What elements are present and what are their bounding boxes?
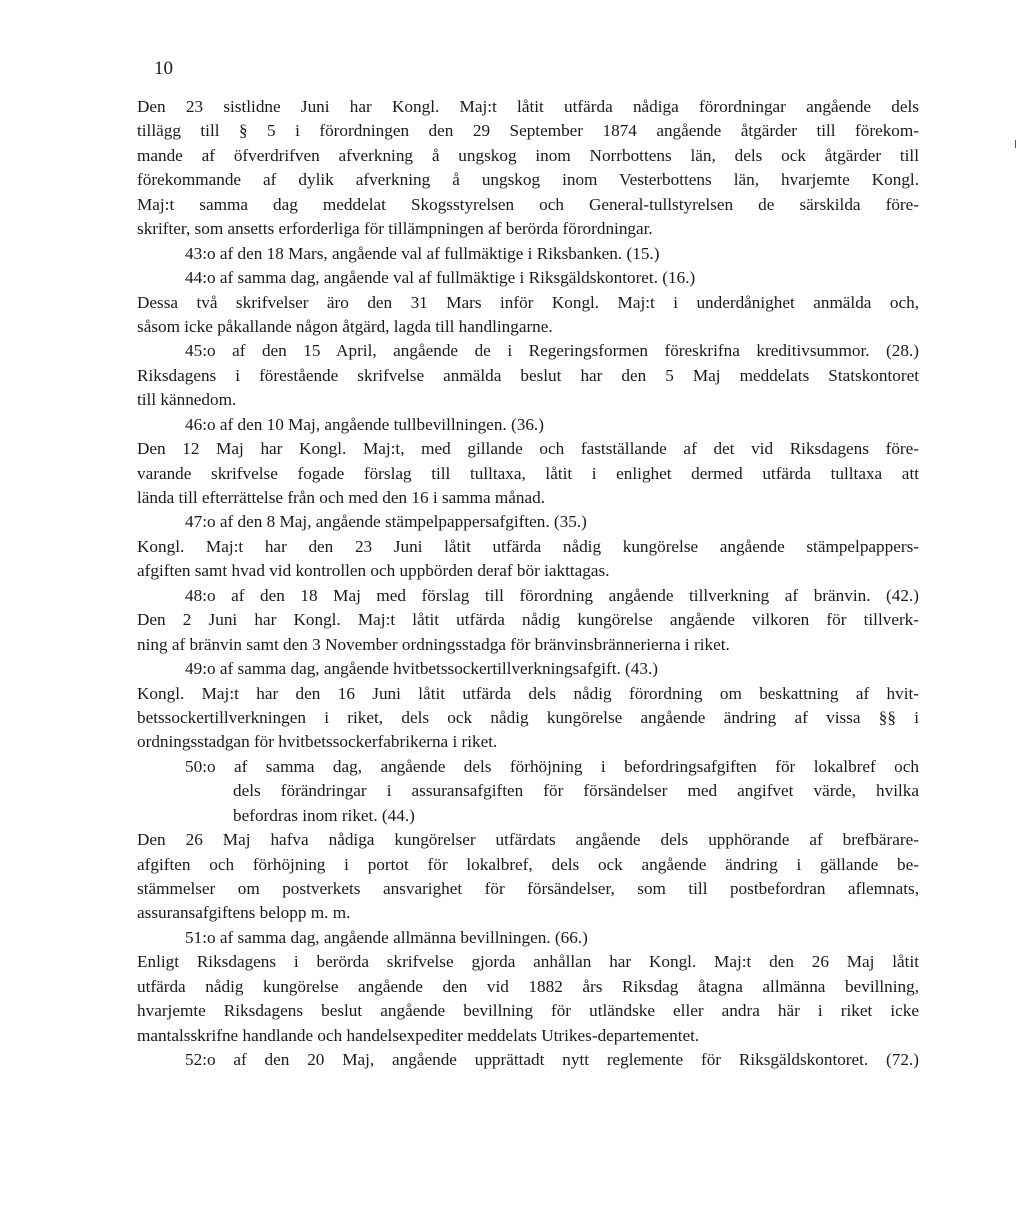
- text-line: 47:o af den 8 Maj, angående stämpelpappersafgiften. (35.): [185, 512, 587, 532]
- text-line: 49:o af samma dag, angående hvitbetssockertillverkningsafgift. (43.): [185, 659, 658, 679]
- text-line: assuransafgiftens belopp m. m.: [137, 903, 351, 923]
- text-line: 48:o af den 18 Maj med förslag till förordning angående tillverkning af bränvin. (42.): [185, 585, 919, 605]
- text-line: stämmelser om postverkets ansvarighet för försändelser, som till postbefordran aflemnats,: [137, 879, 919, 898]
- page-number: 10: [154, 58, 173, 79]
- text-line: 44:o af samma dag, angående val af fullmäktige i Riksgäldskontoret. (16.): [185, 268, 696, 288]
- text-line: Den 23 sistlidne Juni har Kongl. Maj:t låtit utfärda nådiga förordningar angående dels: [137, 97, 919, 116]
- text-line: betssockertillverkningen i riket, dels ock nådig kungörelse angående ändring af vissa §§ i: [137, 707, 919, 727]
- text-line: Enligt Riksdagens i berörda skrifvelse gjorda anhållan har Kongl. Maj:t den 26 Maj låtit: [137, 952, 919, 972]
- text-line: ordningsstadgan för hvitbetssockerfabrikerna i riket.: [137, 732, 498, 752]
- text-line: Den 2 Juni har Kongl. Maj:t låtit utfärda nådig kungörelse angående vilkoren för tillverk-: [137, 610, 919, 630]
- text-line: utfärda nådig kungörelse angående den vid 1882 års Riksdag åtagna allmänna bevillning,: [137, 976, 919, 996]
- text-line: mantalsskrifne handlande och handelsexpediter meddelats Utrikes-departementet.: [137, 1025, 700, 1045]
- text-line: lända till efterrättelse från och med den 16 i samma månad.: [137, 488, 546, 507]
- text-line: Kongl. Maj:t har den 16 Juni låtit utfärda dels nådig förordning om beskattning af hvit-: [137, 683, 919, 703]
- margin-mark: [1015, 140, 1016, 148]
- text-line: Riksdagens i förestående skrifvelse anmälda beslut har den 5 Maj meddelats Statskontoret: [137, 365, 919, 385]
- text-line: mande af öfverdrifven afverkning å ungskog inom Norrbottens län, dels ock åtgärder till: [137, 145, 919, 165]
- text-line: 52:o af den 20 Maj, angående upprättadt nytt reglemente för Riksgäldskontoret. (72.): [185, 1050, 919, 1070]
- text-line: afgiften och förhöjning i portot för lokalbref, dels ock angående ändring i gällande be-: [137, 854, 919, 874]
- text-line: 43:o af den 18 Mars, angående val af fullmäktige i Riksbanken. (15.): [185, 243, 660, 263]
- text-line: förekommande af dylik afverkning å ungskog inom Vesterbottens län, hvarjemte Kongl.: [137, 170, 919, 190]
- text-line: Maj:t samma dag meddelat Skogsstyrelsen och General-tullstyrelsen de särskilda före-: [137, 194, 919, 214]
- text-line: Den 12 Maj har Kongl. Maj:t, med gillande och fastställande af det vid Riksdagens före-: [137, 439, 919, 459]
- text-line: Kongl. Maj:t har den 23 Juni låtit utfärda nådig kungörelse angående stämpelpappers-: [137, 536, 919, 556]
- text-line: Den 26 Maj hafva nådiga kungörelser utfärdats angående dels upphörande af brefbärare-: [137, 830, 919, 850]
- text-line: ning af bränvin samt den 3 November ordningsstadga för bränvinsbrännerierna i riket.: [137, 634, 730, 654]
- text-line: såsom icke påkallande någon åtgärd, lagda till handlingarne.: [137, 316, 553, 336]
- text-line: 51:o af samma dag, angående allmänna bevillningen. (66.): [185, 927, 588, 947]
- text-line: 46:o af den 10 Maj, angående tullbevillningen. (36.): [185, 414, 544, 434]
- text-line: varande skrifvelse fogade förslag till tulltaxa, låtit i enlighet dermed utfärda tulltaxa att: [137, 463, 919, 483]
- text-line: Dessa två skrifvelser äro den 31 Mars inför Kongl. Maj:t i underdånighet anmälda och,: [137, 292, 919, 312]
- text-line: befordras inom riket. (44.): [233, 805, 415, 825]
- text-line: tillägg till § 5 i förordningen den 29 September 1874 angående åtgärder till förekom-: [137, 121, 919, 141]
- text-line: dels förändringar i assuransafgiften för försändelser med angifvet värde, hvilka: [233, 781, 919, 801]
- text-line: afgiften samt hvad vid kontrollen och uppbörden deraf bör iakttagas.: [137, 561, 610, 581]
- text-line: 50:o af samma dag, angående dels förhöjning i befordringsafgiften för lokalbref och: [185, 756, 919, 776]
- text-line: skrifter, som ansetts erforderliga för tillämpningen af berörda förordningar.: [137, 219, 653, 239]
- text-line: hvarjemte Riksdagens beslut angående bevillning för utländske eller andra här i riket icke: [137, 1001, 919, 1021]
- text-line: till kännedom.: [137, 390, 237, 410]
- document-body: [137, 95, 919, 1073]
- text-line: 45:o af den 15 April, angående de i Regeringsformen föreskrifna kreditivsummor. (28.): [185, 341, 919, 361]
